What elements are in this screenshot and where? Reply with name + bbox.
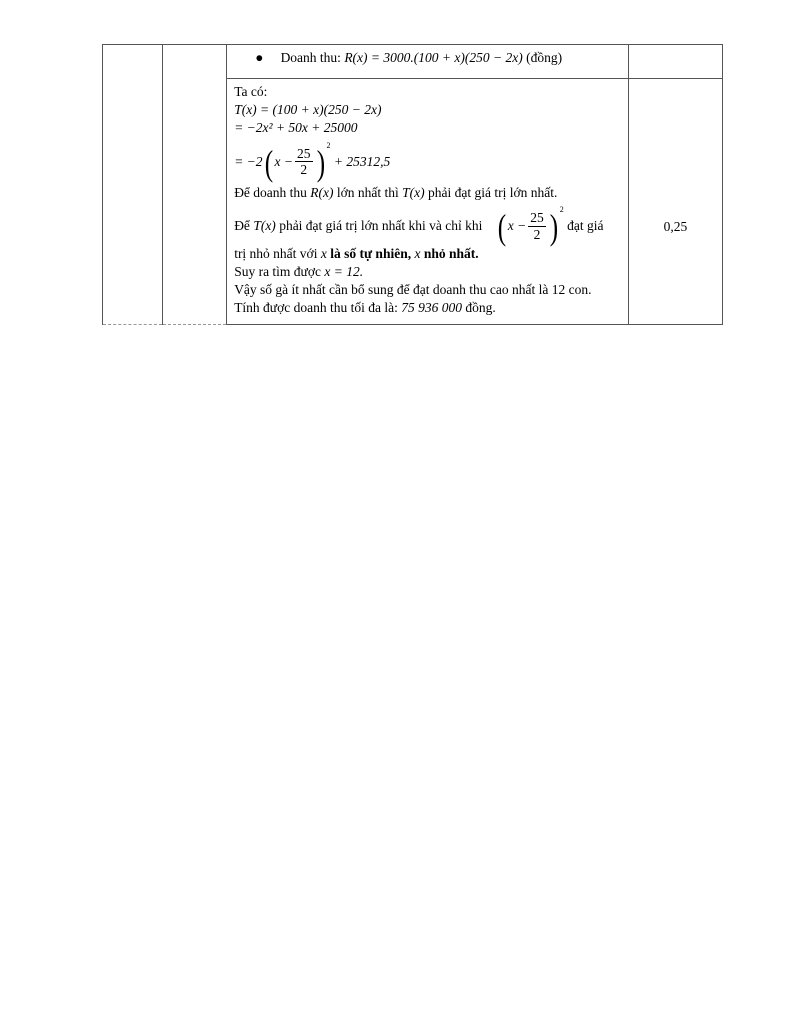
eq3-x: x − (274, 153, 294, 169)
left-paren-icon: ( (264, 142, 273, 183)
empty-score-cell (628, 45, 722, 79)
paragraph-5: Vậy số gà ít nhất cần bổ sung để đạt doanh thu cao nhất là 12 con. (234, 282, 592, 298)
equation-2: = −2x² + 50x + 25000 (234, 119, 358, 135)
p2-text-a: Để (234, 218, 250, 234)
revenue-label: Doanh thu: (280, 50, 341, 65)
bullet-icon: ● (255, 50, 264, 65)
right-paren-icon: ) (316, 142, 325, 183)
p4-text-a: Suy ra tìm được (234, 264, 322, 280)
revenue-unit: (đồng) (526, 50, 563, 65)
p1-text-b: lớn nhất thì (336, 184, 399, 200)
left-paren-icon: ( (497, 207, 506, 248)
empty-cell-part (163, 45, 227, 325)
fraction-denominator: 2 (533, 227, 541, 243)
empty-cell-question (103, 45, 163, 325)
eq3-suffix: + 25312,5 (333, 153, 391, 169)
revenue-line (227, 45, 628, 66)
p2-text-b: phải đạt giá trị lớn nhất khi và chỉ khi (279, 218, 483, 234)
revenue-formula: R(x) = 3000.(100 + x)(250 − 2x) (344, 50, 523, 65)
p3-text-b: là số tự nhiên, (330, 246, 412, 262)
equation-3 (234, 141, 621, 181)
equation-1: T(x) = (100 + x)(250 − 2x) (234, 101, 382, 117)
p2-expression (496, 205, 564, 248)
table-row (103, 45, 723, 79)
p3-x1: x (320, 246, 327, 262)
exponent: 2 (559, 205, 564, 215)
paragraph-6 (234, 300, 621, 317)
paragraph-3 (234, 246, 621, 263)
p1-text-a: Để doanh thu (234, 184, 307, 200)
p2-text-c: đạt giá (567, 218, 604, 234)
eq3-prefix: = −2 (234, 153, 263, 169)
p1-text-c: phải đạt giá trị lớn nhất. (428, 184, 558, 200)
paragraph-4 (234, 264, 621, 281)
solution-table (102, 44, 723, 325)
p6-text-b: đồng. (465, 299, 496, 315)
p3-x2: x (414, 246, 421, 262)
exponent: 2 (326, 140, 331, 150)
p6-text-a: Tính được doanh thu tối đa là: (234, 299, 398, 315)
right-paren-icon: ) (549, 207, 558, 248)
solution-cell (227, 79, 629, 325)
p2-x: x − (507, 218, 527, 234)
p1-T: T(x) (402, 184, 425, 200)
fraction (528, 211, 546, 243)
p2-T: T(x) (253, 218, 276, 234)
fraction (295, 147, 313, 179)
fraction-numerator: 25 (530, 210, 544, 226)
score-cell (628, 79, 722, 325)
p6-value: 75 936 000 (401, 299, 462, 315)
p3-text-a: trị nhỏ nhất với (234, 246, 318, 262)
p4-eq: x = 12. (324, 264, 364, 280)
paragraph-1 (234, 185, 621, 202)
p3-text-c: nhỏ nhất. (423, 246, 479, 262)
p1-R: R(x) (310, 184, 334, 200)
revenue-cell (227, 45, 629, 79)
intro-text: Ta có: (234, 84, 268, 99)
fraction-numerator: 25 (297, 145, 311, 161)
paragraph-2 (234, 205, 621, 248)
score-value: 0,25 (663, 219, 688, 234)
fraction-denominator: 2 (300, 162, 308, 178)
